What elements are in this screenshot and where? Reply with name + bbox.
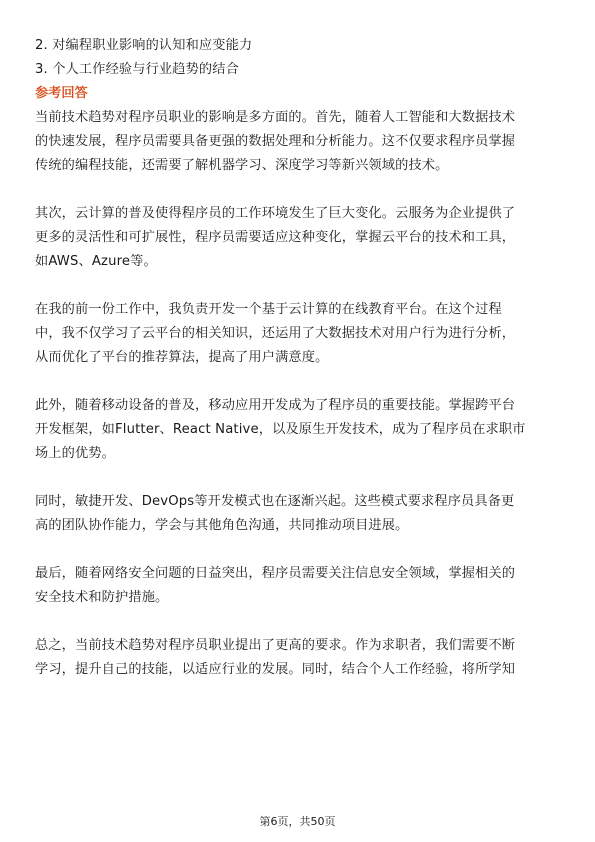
paragraph-line: 场上的优势。 [35, 446, 116, 461]
paragraph-line: 的快速发展，程序员需要具备更强的数据处理和分析能力。这不仅要求程序员掌握 [35, 134, 516, 149]
paragraph-line: 开发框架，如Flutter、React Native，以及原生开发技术，成为了程序员在求职市 [35, 422, 526, 437]
paragraph-line: 高的团队协作能力，学会与其他角色沟通，共同推动项目进展。 [35, 518, 409, 533]
paragraph-line: 传统的编程技能，还需要了解机器学习、深度学习等新兴领域的技术。 [35, 158, 449, 173]
paragraph-gap [35, 370, 565, 394]
paragraph-line: 此外，随着移动设备的普及，移动应用开发成为了程序员的重要技能。掌握跨平台 [35, 398, 516, 413]
paragraph-line: 学习，提升自己的技能，以适应行业的发展。同时，结合个人工作经验，将所学知 [35, 662, 516, 677]
list-item-3: 3. 个人工作经验与行业趋势的结合 [35, 62, 239, 77]
paragraph-line: 从而优化了平台的推荐算法，提高了用户满意度。 [35, 350, 329, 365]
paragraph-4 [35, 394, 565, 466]
answer-heading: 参考回答 [35, 86, 88, 101]
paragraph-gap [35, 274, 565, 298]
paragraph-line: 中，我不仅学习了云平台的相关知识，还运用了大数据技术对用户行为进行分析， [35, 326, 516, 341]
paragraph-line: 安全技术和防护措施。 [35, 590, 169, 605]
paragraph-gap [35, 538, 565, 562]
paragraph-gap [35, 178, 565, 202]
page-footer: 第6页，共50页 [259, 815, 336, 828]
paragraph-line: 在我的前一份工作中，我负责开发一个基于云计算的在线教育平台。在这个过程 [35, 302, 502, 317]
paragraph-line: 最后，随着网络安全问题的日益突出，程序员需要关注信息安全领域，掌握相关的 [35, 566, 516, 581]
paragraph-2 [35, 202, 565, 274]
paragraph-line: 同时，敏捷开发、DevOps等开发模式也在逐渐兴起。这些模式要求程序员具备更 [35, 494, 515, 509]
list-item-2: 2. 对编程职业影响的认知和应变能力 [35, 38, 253, 53]
paragraph-3 [35, 298, 565, 370]
paragraph-line: 如AWS、Azure等。 [35, 254, 157, 269]
paragraph-7 [35, 634, 565, 682]
paragraph-line: 总之，当前技术趋势对程序员职业提出了更高的要求。作为求职者，我们需要不断 [35, 638, 516, 653]
paragraph-line: 其次，云计算的普及使得程序员的工作环境发生了巨大变化。云服务为企业提供了 [35, 206, 516, 221]
paragraph-line: 当前技术趋势对程序员职业的影响是多方面的。首先，随着人工智能和大数据技术 [35, 110, 516, 125]
paragraph-1 [35, 106, 565, 178]
paragraph-5 [35, 490, 565, 538]
paragraph-gap [35, 610, 565, 634]
paragraph-6 [35, 562, 565, 610]
paragraph-gap [35, 466, 565, 490]
paragraph-line: 更多的灵活性和可扩展性，程序员需要适应这种变化，掌握云平台的技术和工具， [35, 230, 516, 245]
page-content [35, 34, 565, 682]
